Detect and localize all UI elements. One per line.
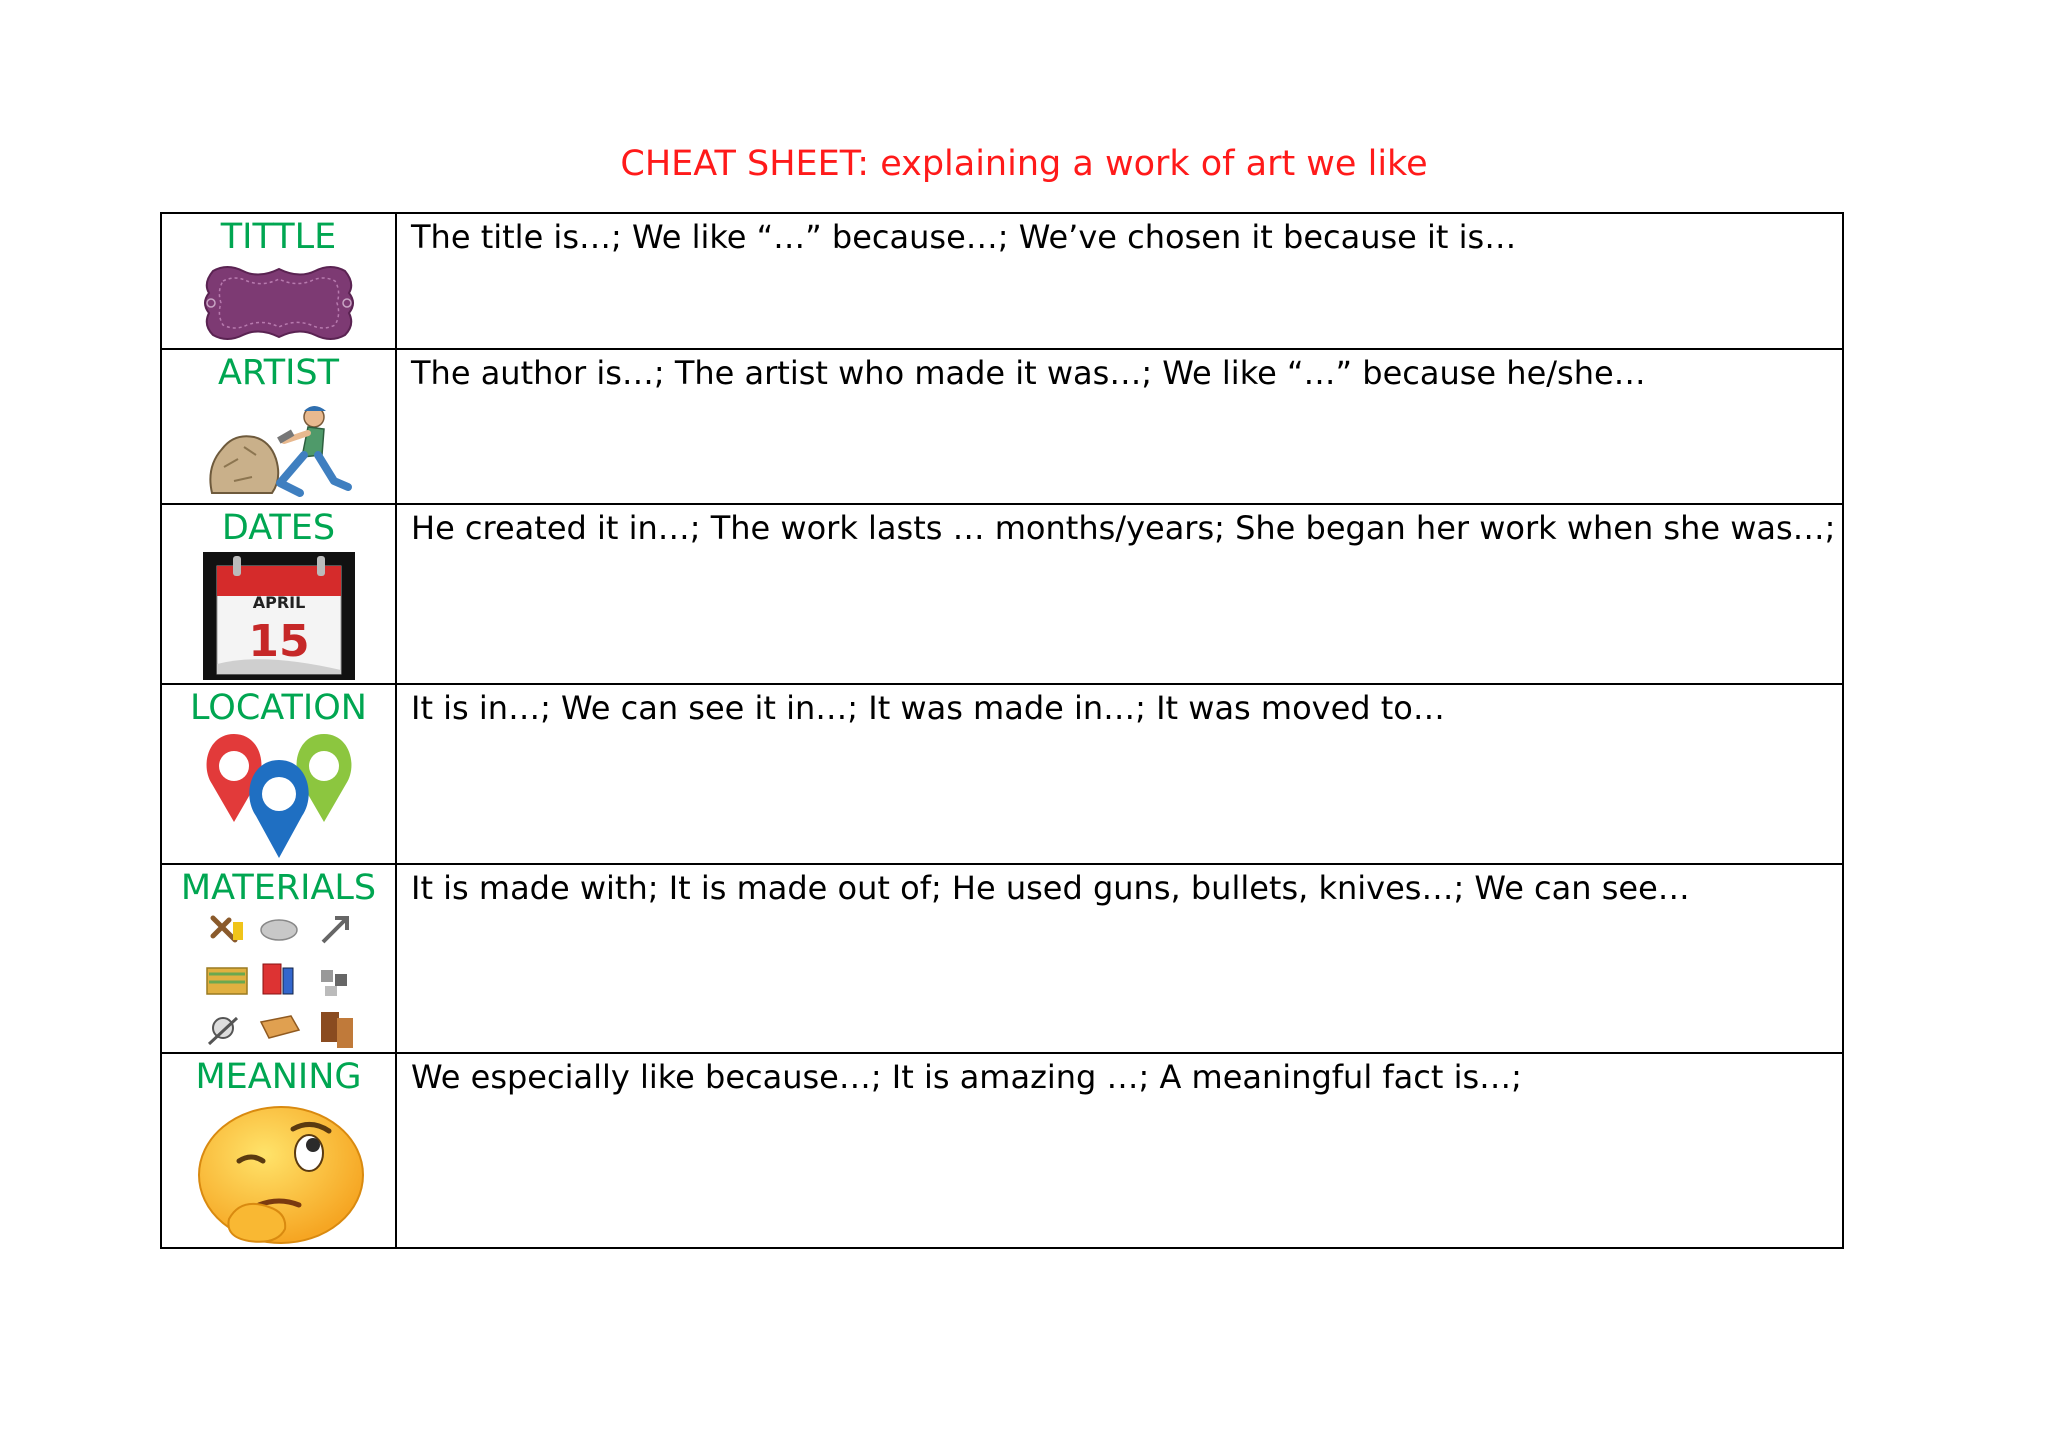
text-cell — [396, 213, 1843, 349]
row-label: ARTIST — [217, 353, 339, 393]
row-text: He created it in…; The work lasts … months/years; She began her work when she was…; — [411, 509, 1836, 547]
table-row — [161, 1053, 1843, 1248]
label-cell — [161, 684, 396, 864]
table-row — [161, 504, 1843, 684]
map-pins-icon — [194, 732, 364, 860]
row-label: DATES — [221, 508, 336, 548]
calendar-month: APRIL — [252, 593, 305, 612]
label-cell — [161, 213, 396, 349]
label-cell — [161, 864, 396, 1053]
row-text: We especially like because…; It is amazing …; A meaningful fact is…; — [411, 1058, 1522, 1096]
cheat-sheet-table — [160, 212, 1844, 1249]
text-cell — [396, 864, 1843, 1053]
table-row — [161, 864, 1843, 1053]
table-row — [161, 349, 1843, 504]
text-cell — [396, 504, 1843, 684]
row-label: MEANING — [195, 1057, 362, 1097]
row-label: MATERIALS — [180, 868, 377, 908]
materials-icon — [199, 912, 359, 1052]
table-row — [161, 213, 1843, 349]
row-text: It is in…; We can see it in…; It was made in…; It was moved to… — [411, 689, 1445, 727]
label-cell — [161, 1053, 396, 1248]
page-title: CHEAT SHEET: explaining a work of art we like — [620, 144, 1428, 184]
label-cell — [161, 504, 396, 684]
row-text: The author is…; The artist who made it was…; We like “…” because he/she… — [411, 354, 1646, 392]
row-text: The title is…; We like “…” because…; We’ve chosen it because it is… — [411, 218, 1517, 256]
calendar-day: 15 — [247, 616, 310, 667]
row-label: LOCATION — [190, 688, 367, 728]
calendar-icon — [203, 552, 355, 680]
text-cell — [396, 684, 1843, 864]
label-cell — [161, 349, 396, 504]
row-label: TITTLE — [220, 217, 337, 257]
sculptor-icon — [204, 397, 354, 501]
thinking-face-icon — [189, 1101, 369, 1247]
ornate-frame-icon — [199, 261, 359, 345]
text-cell — [396, 1053, 1843, 1248]
text-cell — [396, 349, 1843, 504]
row-text: It is made with; It is made out of; He used guns, bullets, knives…; We can see… — [411, 869, 1690, 907]
table-row — [161, 684, 1843, 864]
